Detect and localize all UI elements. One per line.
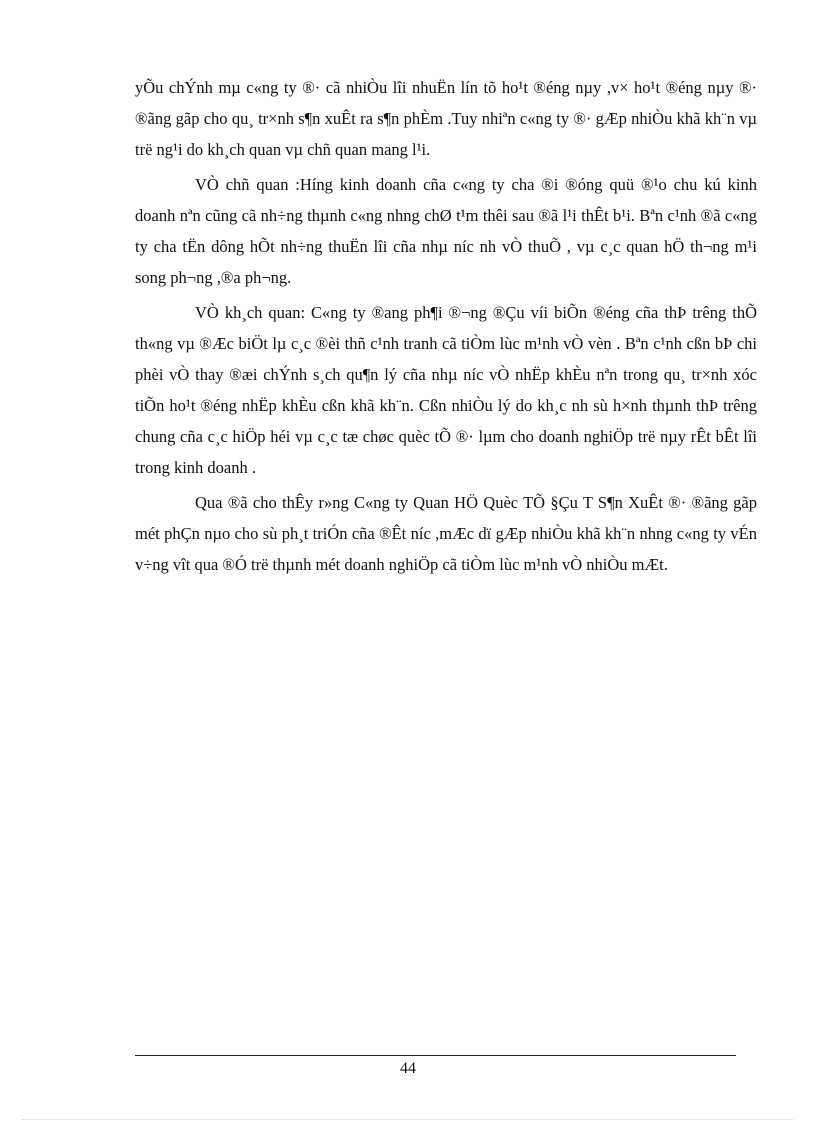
- body-text: [135, 72, 757, 584]
- page-bottom-dotted-edge: [22, 1119, 794, 1120]
- paragraph-continuation: yÕu chÝnh mµ c«ng ty ®· cã nhiÒu lîi nhuËn lín tõ ho¹t ®éng nµy ,v× ho¹t ®éng nµy ®· ®ãng gãp cho qu¸ tr×nh s¶n xuÊt ra s¶n phÈm .Tuy nhiªn c«ng ty ®· gÆp nhiÒu khã kh¨n vµ trë ng¹i do kh¸ch quan vµ chñ quan mang l¹i.: [135, 78, 757, 159]
- footer-divider: [135, 1055, 736, 1056]
- page-number: 44: [400, 1060, 416, 1077]
- paragraph-objective-factors: VÒ kh¸ch quan: C«ng ty ®ang ph¶i ®¬ng ®Çu víi biÕn ®éng cña thÞ trêng thÕ th«ng vµ ®Æc biÖt lµ c¸c ®èi thñ c¹nh tranh cã tiÒm lùc m¹nh vÒ vèn . Bªn c¹nh cßn bÞ chi phèi vÒ thay ®æi chÝnh s¸ch qu¶n lý cña nhµ níc vÒ nhËp khÈu nªn trong qu¸ tr×nh xóc tiÕn ho¹t ®éng nhËp khÈu cßn khã kh¨n. Cßn nhiÒu lý do kh¸c nh sù h×nh thµnh thÞ trêng chung cña c¸c hiÖp héi vµ c¸c tæ chøc quèc tÕ ®· lµm cho doanh nghiÖp trë nµy rÊt bÊt lîi trong kinh doanh .: [135, 303, 757, 477]
- paragraph-conclusion: Qua ®ã cho thÊy r»ng C«ng ty Quan HÖ Quèc TÕ §Çu T S¶n XuÊt ®· ®ãng gãp mét phÇn nµo cho sù ph¸t triÓn cña ®Êt níc ,mÆc dï gÆp nhiÒu khã kh¨n nhng c«ng ty vÉn v÷ng vît qua ®Ó trë thµnh mét doanh nghiÖp cã tiÒm lùc m¹nh vÒ nhiÒu mÆt.: [135, 493, 757, 574]
- paragraph-subjective-factors: VÒ chñ quan :Híng kinh doanh cña c«ng ty cha ®i ®óng quü ®¹o chu kú kinh doanh nªn cũng cã nh÷ng thµnh c«ng nhng chØ t¹m thêi sau ®ã l¹i thÊt b¹i. Bªn c¹nh ®ã c«ng ty cha tËn dông hÕt nh÷ng thuËn lîi cña nhµ níc nh vÒ thuÕ , vµ c¸c quan hÖ th¬ng m¹i song ph¬ng ,®a ph¬ng.: [135, 175, 757, 287]
